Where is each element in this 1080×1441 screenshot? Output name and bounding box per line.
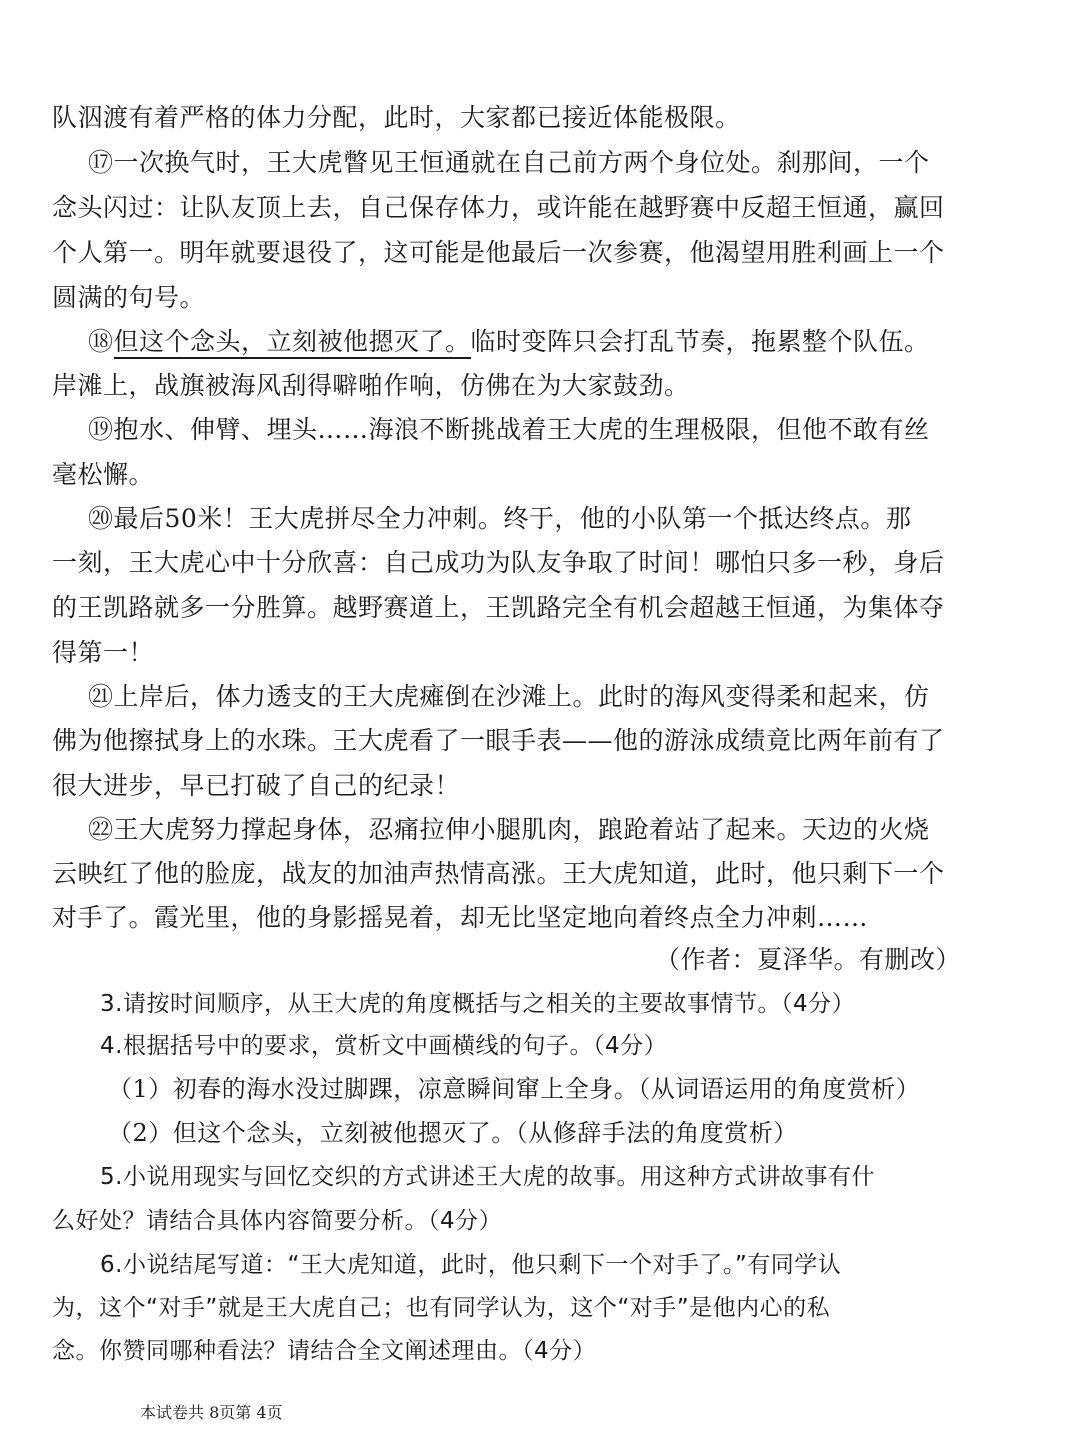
paragraph-18-line — [88, 326, 930, 358]
paragraph-17-line: 个人第一。明年就要退役了，这可能是他最后一次参赛，他渴望用胜利画上一个 — [52, 238, 945, 267]
paragraph-continuation-line: 队泅渡有着严格的体力分配，此时，大家都已接近体能极限。 — [52, 103, 741, 132]
paragraph-21-line: ㉑上岸后，体力透支的王大虎瘫倒在沙滩上。此时的海风变得柔和起来，仿 — [88, 682, 930, 711]
question-4-part-2: （2）但这个念头，立刻被他摁灭了。（从修辞手法的角度赏析） — [108, 1119, 798, 1147]
paragraph-20-line: 的王凯路就多一分胜算。越野赛道上，王凯路完全有机会超越王恒通，为集体夺 — [52, 593, 945, 622]
paragraph-18-rest: 临时变阵只会打乱节奏，拖累整个队伍。 — [470, 327, 930, 356]
question-4: 4.根据括号中的要求，赏析文中画横线的句子。（4分） — [100, 1033, 668, 1059]
underlined-sentence: 但这个念头，立刻被他摁灭了。 — [114, 327, 471, 359]
paragraph-22-line: 对手了。霞光里，他的身影摇晃着，却无比坚定地向着终点全力冲刺…… — [52, 903, 869, 932]
paragraph-19-line: ⑲抱水、伸臂、埋头……海浪不断挑战着王大虎的生理极限，但他不敢有丝 — [88, 415, 930, 444]
paragraph-20-line: 得第一！ — [52, 638, 155, 667]
paragraph-19-line: 毫松懈。 — [52, 460, 155, 489]
paragraph-17-line: 圆满的句号。 — [52, 283, 206, 312]
author-attribution: （作者：夏泽华。有删改） — [655, 945, 962, 974]
question-4-part-1: （1）初春的海水没过脚踝，凉意瞬间窜上全身。（从词语运用的角度赏析） — [108, 1075, 921, 1103]
paragraph-20-line: ⑳最后50米！王大虎拼尽全力冲刺。终于，他的小队第一个抵达终点。那 — [88, 504, 912, 533]
paragraph-18-marker: ⑱ — [88, 327, 114, 356]
question-6-line: 念。你赞同哪种看法？请结合全文阐述理由。（4分） — [52, 1338, 597, 1364]
paragraph-20-line: 一刻，王大虎心中十分欣喜：自己成功为队友争取了时间！哪怕只多一秒，身后 — [52, 548, 945, 577]
paragraph-17-line: 念头闪过：让队友顶上去，自己保存体力，或许能在越野赛中反超王恒通，赢回 — [52, 193, 945, 222]
paragraph-17-line: ⑰一次换气时，王大虎瞥见王恒通就在自己前方两个身位处。刹那间，一个 — [88, 148, 930, 177]
paragraph-21-line: 佛为他擦拭身上的水珠。王大虎看了一眼手表——他的游泳成绩竟比两年前有了 — [52, 726, 945, 755]
question-6-line: 6.小说结尾写道：“王大虎知道，此时，他只剩下一个对手了。”有同学认 — [100, 1252, 842, 1278]
question-3: 3.请按时间顺序，从王大虎的角度概括与之相关的主要故事情节。（4分） — [100, 991, 856, 1017]
paragraph-22-line: 云映红了他的脸庞，战友的加油声热情高涨。王大虎知道，此时，他只剩下一个 — [52, 859, 945, 888]
paragraph-22-line: ㉒王大虎努力撑起身体，忍痛拉伸小腿肌肉，踉跄着站了起来。天边的火烧 — [88, 815, 930, 844]
question-5-line: 么好处？请结合具体内容简要分析。（4分） — [52, 1208, 503, 1234]
page-footer: 本试卷共 8页第 4页 — [140, 1403, 283, 1422]
question-5-line: 5.小说用现实与回忆交织的方式讲述王大虎的故事。用这种方式讲故事有什 — [100, 1164, 875, 1190]
paragraph-21-line: 很大进步，早已打破了自己的纪录！ — [52, 771, 461, 800]
question-6-line: 为，这个“对手”就是王大虎自己；也有同学认为，这个“对手”是他内心的私 — [52, 1295, 831, 1321]
paragraph-18-line: 岸滩上，战旗被海风刮得噼啪作响，仿佛在为大家鼓劲。 — [52, 371, 690, 400]
